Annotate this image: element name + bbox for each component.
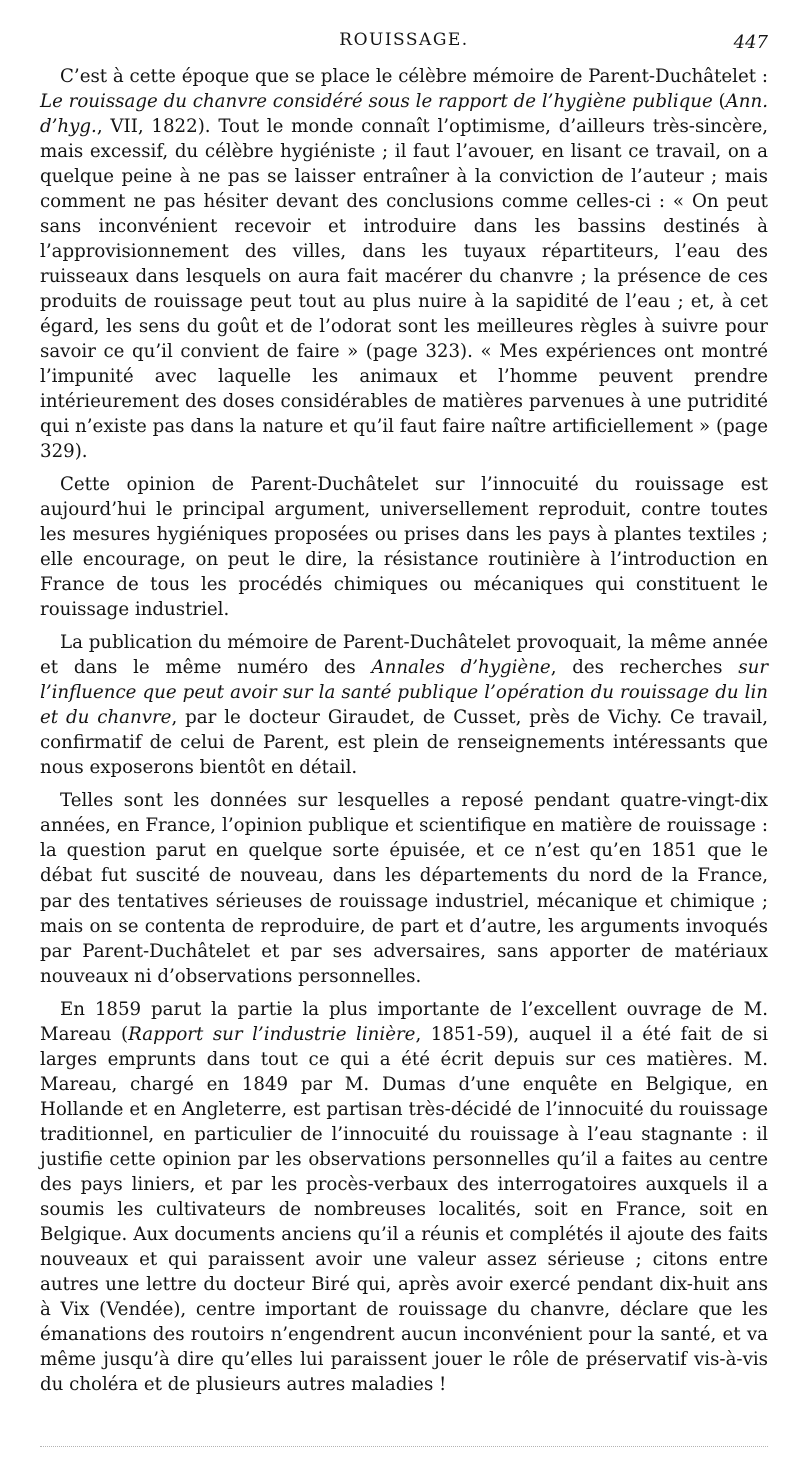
- text-run: C’est à cette époque que se place le célèbre mémoire de Parent-Duchâtelet :: [60, 66, 768, 87]
- running-title: ROUISSAGE.: [339, 30, 469, 50]
- running-head: [40, 30, 768, 58]
- italic-run: Ann. d’hyg.: [40, 91, 768, 138]
- italic-run: sur l’influence que peut avoir sur la santé publique l’opération du rouissage du lin et du chanvre: [40, 657, 769, 729]
- text-run: Telles sont les données sur lesquelles a reposé pendant quatre-vingt-dix années, en France, l’opinion publique et scientifique en matière de rouissage : la question parut en quelque sorte épuisée, et ce n’est qu’en 1851 que le débat fut suscité de nouveau, dans les départements du nord de la France, par des tentatives sérieuses de rouissage industriel, mécanique et chimique ; mais on se contenta de reproduire, de part et d’autre, les arguments invoqués par Parent-Duchâtelet et par ses adversaires, sans apporter de matériaux nouveaux ni d’observations personnelles.: [40, 790, 768, 987]
- italic-run: Rapport sur l’industrie linière: [128, 1023, 416, 1045]
- text-run: La publication du mémoire de Parent-Duchâtelet provoquait, la même année et dans le même numéro des: [40, 632, 768, 679]
- paragraph: [40, 630, 768, 780]
- paragraph: [40, 472, 768, 622]
- bottom-rule: [40, 1446, 768, 1447]
- italic-run: Le rouissage du chanvre considéré sous le rapport de l’hygiène publique: [40, 91, 713, 113]
- text-run: , par le docteur Giraudet, de Cusset, près de Vichy. Ce travail, confirmatif de celui de Parent, est plein de renseignements intéressants que nous exposerons bientôt en détail.: [40, 707, 769, 779]
- paragraph: [40, 64, 768, 464]
- paragraph: [40, 788, 768, 988]
- text-run: , des recherches: [550, 657, 739, 679]
- text-run: , VII, 1822). Tout le monde connaît l’optimisme, d’ailleurs très-sincère, mais excessif, du célèbre hygiéniste ; il faut l’avouer, en lisant ce travail, on a quelque peine à ne pas se laisser entraîner à la conviction de l’auteur ; mais comment ne pas hésiter devant des conclusions comme celles-ci : « On peut sans inconvénient recevoir et introduire dans les bassins destinés à l’approvisionnement des villes, dans les tuyaux répartiteurs, l’eau des ruisseaux dans lesquels on aura fait macérer du chanvre ; la présence de ces produits de rouissage peut tout au plus nuire à la sapidité de l’eau ; et, à cet égard, les sens du goût et de l’odorat sont les meilleures règles à suivre pour savoir ce qu’il convient de faire » (page 323). « Mes expériences ont montré l’impunité avec laquelle les animaux et l’homme peuvent prendre intérieurement des doses considérables de matières parvenues à une putridité qui n’existe pas dans la nature et qu’il faut faire naître artificiellement » (page 329).: [40, 116, 768, 463]
- italic-run: Annales d’hygiène: [371, 657, 551, 679]
- page-number: 447: [733, 32, 768, 53]
- text-run: (: [712, 91, 726, 113]
- paragraph: [40, 997, 768, 1397]
- text-run: , 1851-59), auquel il a été fait de si larges emprunts dans tout ce qui a été écrit depuis sur ces matières. M. Mareau, chargé en 1849 par M. Dumas d’une enquête en Belgique, en Hollande et en Angleterre, est partisan très-décidé de l’innocuité du rouissage traditionnel, en particulier de l’innocuité du rouissage à l’eau stagnante : il justifie cette opinion par les observations personnelles qu’il a faites au centre des pays liniers, et par les procès-verbaux des interrogatoires auxquels il a soumis les cultivateurs de nombreuses localités, soit en France, soit en Belgique. Aux documents anciens qu’il a réunis et complétés il ajoute des faits nouveaux et qui paraissent avoir une valeur assez sérieuse ; citons entre autres une lettre du docteur Biré qui, après avoir exercé pendant dix-huit ans à Vix (Vendée), centre important de rouissage du chanvre, déclare que les émanations des routoirs n’engendrent aucun inconvénient pour la santé, et va même jusqu’à dire qu’elles lui paraissent jouer le rôle de préservatif vis-à-vis du choléra et de plusieurs autres maladies !: [40, 1023, 768, 1395]
- text-run: En 1859 parut la partie la plus importante de l’excellent ouvrage de M. Mareau (: [40, 998, 768, 1045]
- body-text: [40, 64, 768, 1405]
- text-run: Cette opinion de Parent-Duchâtelet sur l’innocuité du rouissage est aujourd’hui le principal argument, universellement reproduit, contre toutes les mesures hygiéniques proposées ou prises dans les pays à plantes textiles ; elle encourage, on peut le dire, la résistance routinière à l’introduction en France de tous les procédés chimiques ou mécaniques qui constituent le rouissage industriel.: [40, 474, 768, 621]
